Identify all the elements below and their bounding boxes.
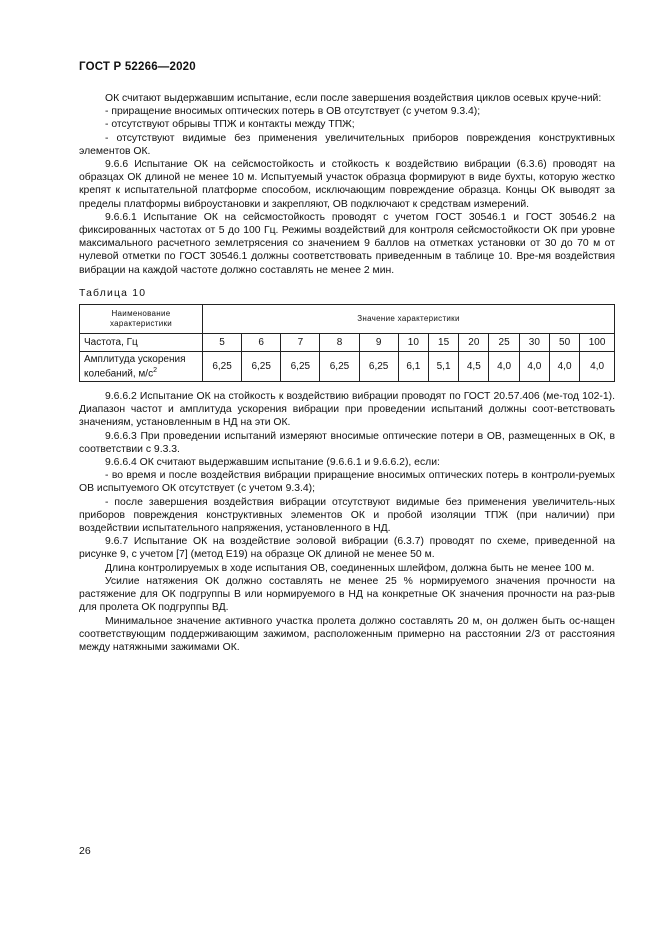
table-cell: 5,1 bbox=[428, 352, 458, 382]
list-item: - отсутствуют видимые без применения увеличительных приборов повреждения конструктивных элементов ОК. bbox=[79, 132, 615, 157]
row-label-frequency: Частота, Гц bbox=[80, 334, 203, 352]
table-cell: 9 bbox=[359, 334, 398, 352]
table-cell: 4,0 bbox=[489, 352, 519, 382]
table-cell: 6,25 bbox=[359, 352, 398, 382]
page-number: 26 bbox=[79, 845, 91, 857]
table-row-amplitude bbox=[80, 352, 615, 382]
table-cell: 100 bbox=[580, 334, 615, 352]
list-item: - во время и после воздействия вибрации приращение вносимых оптических потерь в контроли-руемых ОВ испытуемого ОК отсутствует (с учетом 9.3.4); bbox=[79, 470, 615, 495]
paragraph: 9.6.6.4 ОК считают выдержавшим испытание (9.6.6.1 и 9.6.6.2), если: bbox=[105, 457, 440, 469]
table-cell: 6,1 bbox=[398, 352, 428, 382]
list-item: - отсутствуют обрывы ТПЖ и контакты между ТПЖ; bbox=[105, 119, 355, 131]
table-cell: 4,5 bbox=[459, 352, 489, 382]
paragraph: Длина контролируемых в ходе испытания ОВ, соединенных шлейфом, должна быть не менее 100 м. bbox=[105, 562, 595, 574]
table-cell: 6 bbox=[242, 334, 281, 352]
unit-superscript: 2 bbox=[153, 366, 157, 374]
table-cell: 5 bbox=[203, 334, 242, 352]
amplitude-label-text: Амплитуда ускорения колебаний, м/с bbox=[84, 353, 186, 380]
table-cell: 25 bbox=[489, 334, 519, 352]
table-cell: 4,0 bbox=[580, 352, 615, 382]
table-cell: 4,0 bbox=[519, 352, 549, 382]
page-body bbox=[79, 92, 615, 654]
list-item: - после завершения воздействия вибрации отсутствуют видимые без применения увеличитель-ных приборов повреждения конструктивных элементов ОК и пробой изоляции ТПЖ (при наличии) при воздействии испытательного напряжения, установленного в НД. bbox=[79, 496, 615, 535]
paragraph: ОК считают выдержавшим испытание, если после завершения воздействия циклов осевых круче-ний: bbox=[105, 93, 602, 104]
table-cell: 6,25 bbox=[320, 352, 359, 382]
table-cell: 10 bbox=[398, 334, 428, 352]
document-code: ГОСТ Р 52266—2020 bbox=[79, 61, 196, 73]
table-cell: 8 bbox=[320, 334, 359, 352]
paragraph: 9.6.6.3 При проведении испытаний измеряют вносимые оптические потери в ОВ, размещенных в ОК, в соответствии с 9.3.3. bbox=[79, 430, 615, 455]
paragraph: 9.6.6.2 Испытание ОК на стойкость к воздействию вибрации проводят по ГОСТ 20.57.406 (ме-тод 102-1). Диапазон частот и амплитуда ускорения вибрации при проведении испытаний должны соот-ветствовать значениям, установленным в НД на эти ОК. bbox=[79, 391, 615, 429]
table-cell: 20 bbox=[459, 334, 489, 352]
paragraph: 9.6.7 Испытание ОК на воздействие эоловой вибрации (6.3.7) проводят по схеме, приведенной на рисунке 9, с учетом [7] (метод Е19) на образце ОК длиной не менее 50 м. bbox=[79, 536, 615, 561]
paragraph: 9.6.6 Испытание ОК на сейсмостойкость и стойкость к воздействию вибрации (6.3.6) проводят на образцах ОК длиной не менее 10 м. Испытуемый участок образца формируют в виде бухты, которую жестко крепят к испытательной платформе способом, исключающим повреждение образца. Концы ОК выводят за пределы платформы виброустановки и закрепляют, ОВ подключают к средствам измерений. bbox=[79, 159, 615, 210]
table-cell: 6,25 bbox=[242, 352, 281, 382]
table-header-row bbox=[80, 305, 615, 334]
table-cell: 6,25 bbox=[281, 352, 320, 382]
paragraph: Минимальное значение активного участка пролета должно составлять 20 м, он должен быть ос-нащен соответствующим поддерживающим зажимом, расположенным примерно на расстоянии 2/3 от расстояния между натяжными зажимами ОК. bbox=[79, 615, 615, 653]
table-cell: 6,25 bbox=[203, 352, 242, 382]
table-cell: 4,0 bbox=[549, 352, 579, 382]
row-label-amplitude bbox=[80, 352, 203, 382]
table-10 bbox=[79, 304, 615, 382]
paragraph: 9.6.6.1 Испытание ОК на сейсмостойкость проводят с учетом ГОСТ 30546.1 и ГОСТ 30546.2 на фиксированных частотах от 5 до 100 Гц. Режимы воздействий для контроля сейсмостойкости ОК при уровне максимального расчетного землетрясения со значением 9 баллов на отметках установки от 30 до 70 м от нулевой отметки по ГОСТ 30546.1 должны соответствовать приведенным в таблице 10. Вре-мя воздействия вибрации на каждой частоте должно составлять не менее 2 мин. bbox=[79, 211, 615, 276]
table-caption: Таблица 10 bbox=[79, 287, 147, 299]
list-item: - приращение вносимых оптических потерь в ОВ отсутствует (с учетом 9.3.4); bbox=[105, 106, 481, 118]
table-cell: 50 bbox=[549, 334, 579, 352]
table-header-value: Значение характеристики bbox=[203, 305, 615, 334]
table-row-frequency bbox=[80, 334, 615, 352]
table-cell: 7 bbox=[281, 334, 320, 352]
table-cell: 30 bbox=[519, 334, 549, 352]
table-cell: 15 bbox=[428, 334, 458, 352]
paragraph: Усилие натяжения ОК должно составлять не менее 25 % нормируемого значения прочности на растяжение для ОК подгруппы В или нормируемого в НД на конкретные ОК значения прочности на раз-рыв для пролета ОК подгруппы ВД. bbox=[79, 575, 615, 614]
table-header-name: Наименование характеристики bbox=[80, 305, 203, 334]
